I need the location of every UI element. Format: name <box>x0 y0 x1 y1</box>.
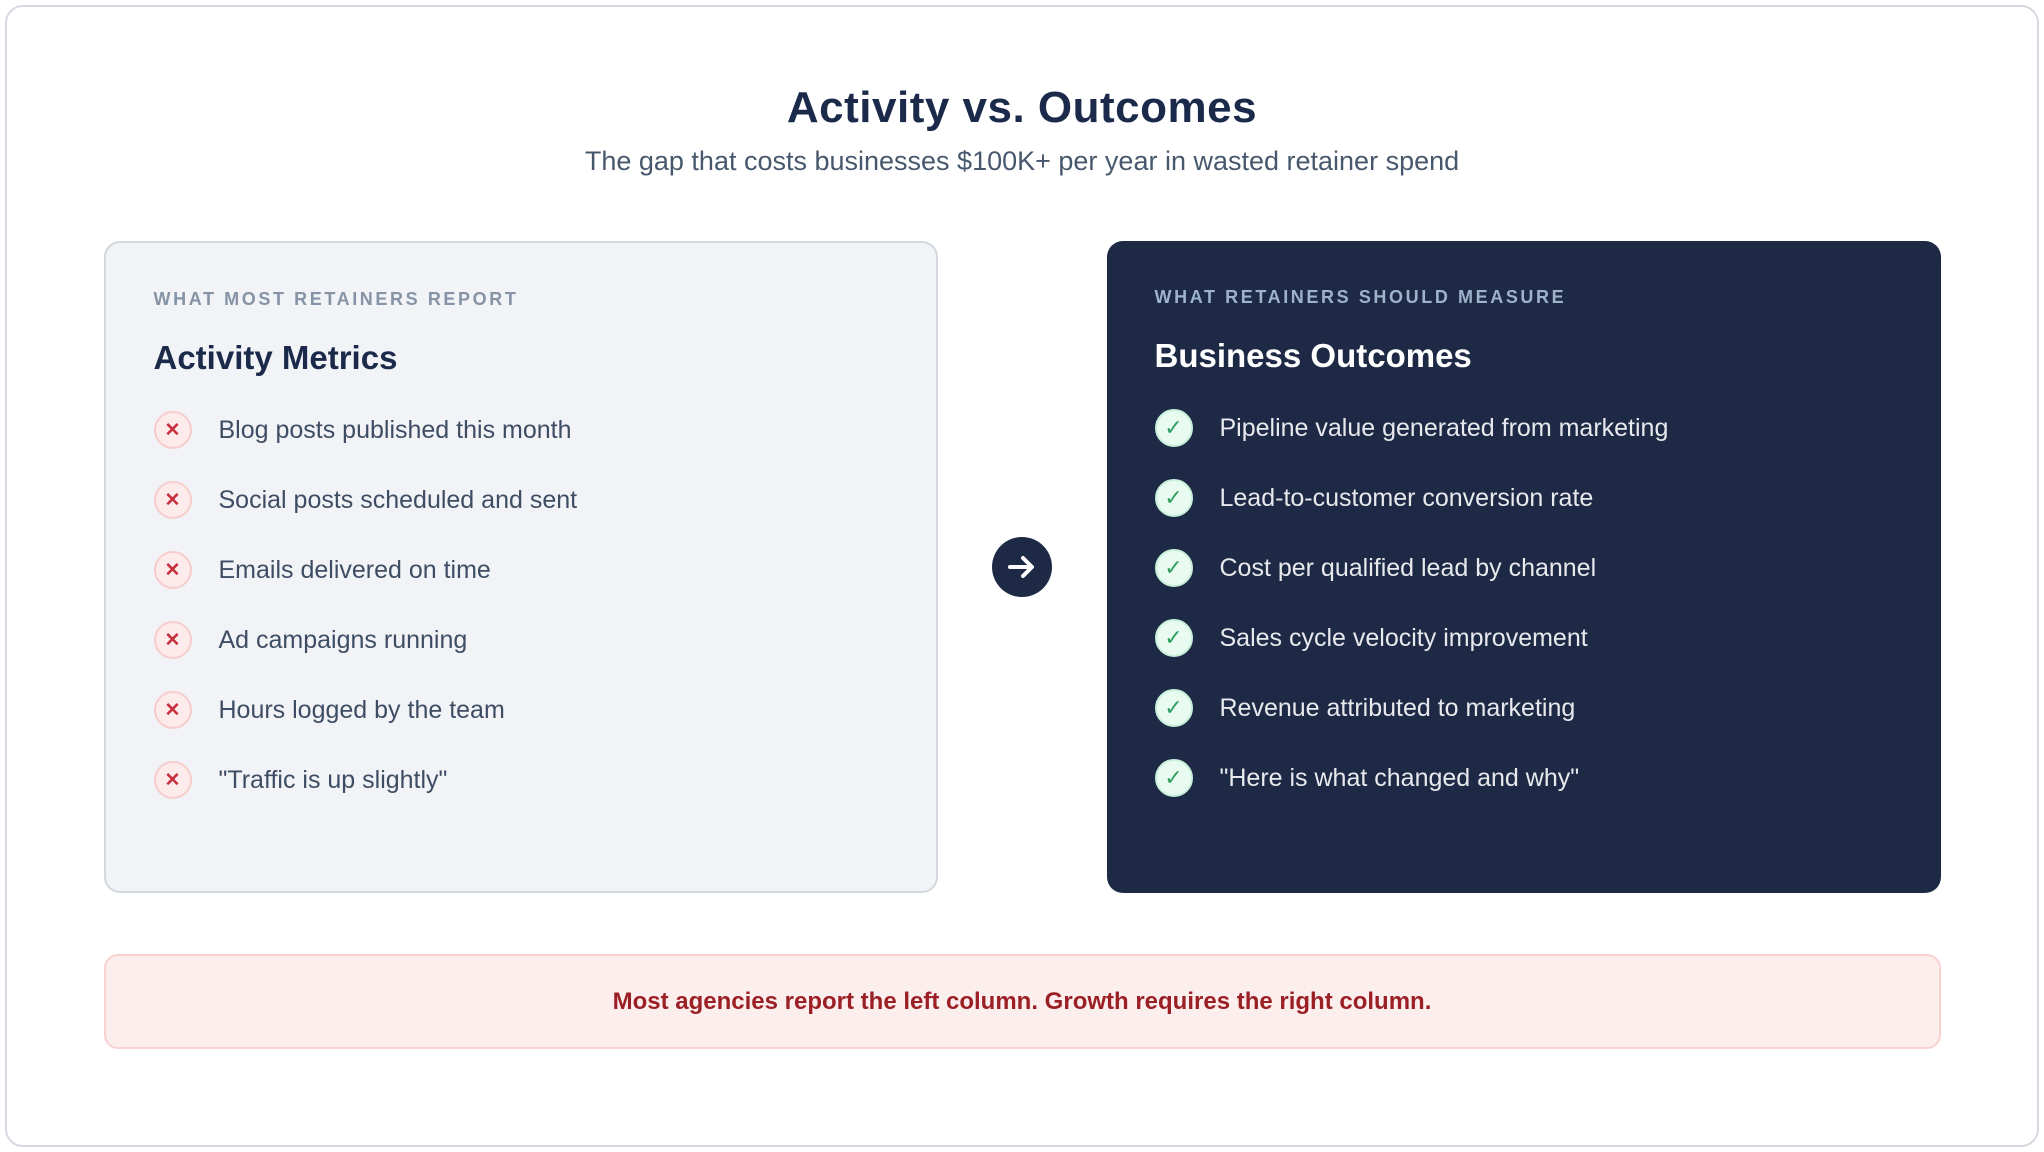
list-item <box>1155 549 1893 587</box>
business-outcomes-card <box>1107 241 1941 893</box>
x-circle-icon: ✕ <box>154 481 192 519</box>
left-card-title: Activity Metrics <box>153 339 398 376</box>
page-card <box>5 5 2039 1147</box>
list-item-label: Hours logged by the team <box>218 695 505 724</box>
page-title: Activity vs. Outcomes <box>786 83 1258 132</box>
list-item <box>154 691 888 729</box>
list-item-label: Sales cycle velocity improvement <box>1219 623 1588 652</box>
list-item-label: Blog posts published this month <box>218 415 572 444</box>
list-item-label: Social posts scheduled and sent <box>218 485 578 514</box>
arrow-column <box>938 241 1107 893</box>
right-card-eyebrow: WHAT RETAINERS SHOULD MEASURE <box>1154 287 1567 307</box>
list-item <box>154 411 888 449</box>
check-circle-icon: ✓ <box>1155 479 1193 517</box>
x-circle-icon: ✕ <box>154 621 192 659</box>
list-item <box>1155 409 1893 447</box>
list-item <box>1155 759 1893 797</box>
x-circle-icon: ✕ <box>154 551 192 589</box>
list-item <box>154 761 888 799</box>
list-item-label: Lead-to-customer conversion rate <box>1219 483 1594 512</box>
list-item <box>1155 479 1893 517</box>
check-circle-icon: ✓ <box>1155 549 1193 587</box>
x-circle-icon: ✕ <box>154 411 192 449</box>
list-item <box>1155 689 1893 727</box>
list-item <box>154 551 888 589</box>
bottom-callout-banner <box>104 954 1941 1049</box>
content-wrapper <box>104 7 1941 1049</box>
list-item <box>154 481 888 519</box>
page-subtitle: The gap that costs businesses $100K+ per year in wasted retainer spend <box>584 146 1460 176</box>
left-card-eyebrow: WHAT MOST RETAINERS REPORT <box>153 289 519 309</box>
right-arrow-icon <box>992 537 1052 597</box>
check-circle-icon: ✓ <box>1155 619 1193 657</box>
activity-metrics-card <box>104 241 938 893</box>
check-circle-icon: ✓ <box>1155 759 1193 797</box>
check-circle-icon: ✓ <box>1155 409 1193 447</box>
list-item <box>154 621 888 659</box>
list-item-label: Emails delivered on time <box>218 555 491 584</box>
list-item <box>1155 619 1893 657</box>
right-card-title: Business Outcomes <box>1154 337 1472 374</box>
list-item-label: Revenue attributed to marketing <box>1219 693 1576 722</box>
list-item-label: Ad campaigns running <box>218 625 468 654</box>
list-item-label: Cost per qualified lead by channel <box>1219 553 1597 582</box>
x-circle-icon: ✕ <box>154 691 192 729</box>
list-item-label: Pipeline value generated from marketing <box>1219 413 1669 442</box>
comparison-columns <box>104 241 1941 893</box>
list-item-label: "Here is what changed and why" <box>1219 763 1580 792</box>
x-circle-icon: ✕ <box>154 761 192 799</box>
check-circle-icon: ✓ <box>1155 689 1193 727</box>
banner-text: Most agencies report the left column. Growth requires the right column. <box>612 987 1432 1015</box>
list-item-label: "Traffic is up slightly" <box>218 765 448 794</box>
